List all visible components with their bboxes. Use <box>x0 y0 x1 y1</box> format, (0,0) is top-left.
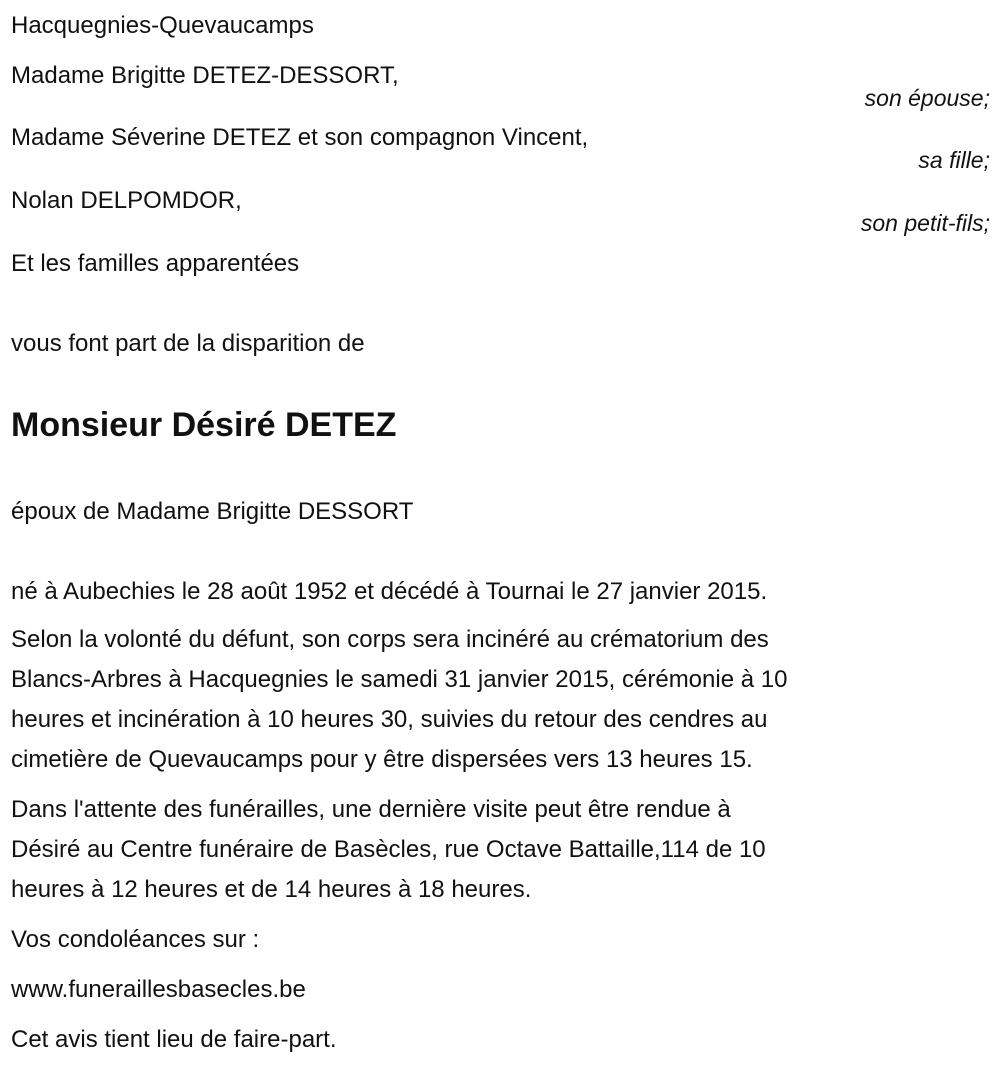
family-member-name: Madame Brigitte DETEZ-DESSORT, <box>11 62 399 89</box>
family-member-name: Nolan DELPOMDOR, <box>11 187 242 214</box>
closing-note: Cet avis tient lieu de faire-part. <box>11 1026 337 1053</box>
location: Hacquegnies-Quevaucamps <box>11 12 314 39</box>
spouse-line: époux de Madame Brigitte DESSORT <box>11 498 414 525</box>
families-line: Et les familles apparentées <box>11 250 300 277</box>
condolences-label: Vos condoléances sur : <box>11 926 260 953</box>
ceremony-line: Selon la volonté du défunt, son corps sera incinéré au crématorium des <box>11 626 769 653</box>
visit-line: Désiré au Centre funéraire de Basècles, rue Octave Battaille,114 de 10 <box>11 836 766 863</box>
family-member-relation: son petit-fils; <box>860 210 990 236</box>
announcement: vous font part de la disparition de <box>11 330 365 357</box>
ceremony-line: Blancs-Arbres à Hacquegnies le samedi 31 janvier 2015, cérémonie à 10 <box>11 666 788 693</box>
ceremony-line: heures et incinération à 10 heures 30, suivies du retour des cendres au <box>11 706 768 733</box>
family-member-name: Madame Séverine DETEZ et son compagnon Vincent, <box>11 124 589 151</box>
visit-line: Dans l'attente des funérailles, une dernière visite peut être rendue à <box>11 796 731 823</box>
ceremony-line: cimetière de Quevaucamps pour y être dispersées vers 13 heures 15. <box>11 746 753 773</box>
birth-death: né à Aubechies le 28 août 1952 et décédé à Tournai le 27 janvier 2015. <box>11 578 768 605</box>
family-member-relation: son épouse; <box>864 85 990 111</box>
website-link[interactable]: www.funeraillesbasecles.be <box>11 976 306 1003</box>
visit-line: heures à 12 heures et de 14 heures à 18 heures. <box>11 876 532 903</box>
deceased-name: Monsieur Désiré DETEZ <box>11 406 397 444</box>
family-member-relation: sa fille; <box>918 147 990 173</box>
